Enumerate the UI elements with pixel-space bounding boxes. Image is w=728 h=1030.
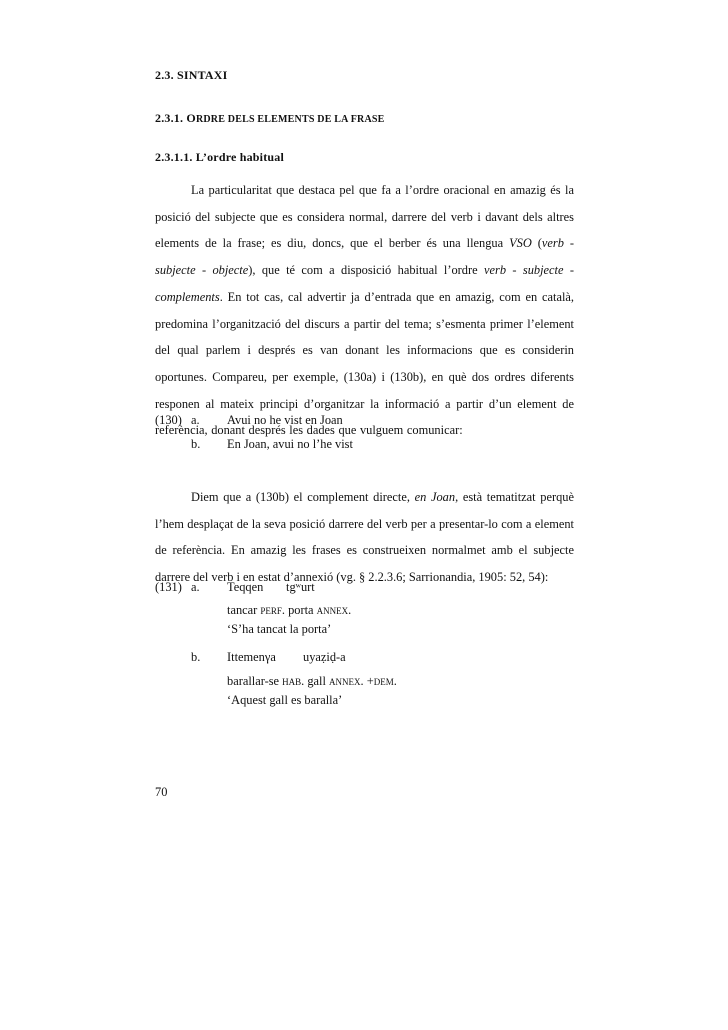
paragraph-2-text-a: Diem que a (130b) el complement directe,: [191, 490, 415, 504]
gloss-text: tancar: [227, 603, 261, 617]
example-131b-gloss: [227, 674, 397, 689]
paragraph-1-text-d: . En tot cas, cal advertir ja d’entrada que en amazig, com en català, predomina l’organització del discurs a partir del tema; s’esmenta primer l’element del qual parlem i després es van donant les informacions que es considerin oportunes. Compareu, per exemple, (130a) i (130b), en què dos ordres diferents responen al mateix principi d’organitzar la informació a partir d’un element de referència, donant després les dades que vulguem comunicar:: [155, 289, 574, 438]
gloss-dem: DEM: [373, 677, 394, 687]
en-joan-term: en Joan: [414, 490, 456, 504]
gloss-annex: ANNEX: [329, 677, 361, 687]
section-heading: 2.3. SINTAXI: [155, 68, 228, 82]
example-130-number: (130): [155, 413, 182, 427]
gloss-text: barallar-se: [227, 674, 283, 688]
gloss-text: .: [393, 674, 397, 688]
subsection-first-letter: O: [186, 111, 196, 125]
example-131-number: (131): [155, 580, 182, 594]
example-131a-letter: a.: [191, 580, 200, 594]
example-131b-word2: uyaẓiḍ-a: [303, 650, 346, 664]
vsc-term: verb - subjecte - complements: [155, 263, 574, 304]
subsection-heading: [155, 111, 385, 126]
paragraph-1-text-b: (: [531, 236, 542, 251]
subsection-title-smallcaps: RDRE DELS ELEMENTS DE LA FRASE: [195, 114, 385, 125]
example-130b-text: En Joan, avui no l’he vist: [227, 437, 353, 451]
example-131b-translation: ‘Aquest gall es baralla’: [227, 693, 343, 707]
example-130b-letter: b.: [191, 437, 201, 451]
example-130a-text: Avui no he vist en Joan: [227, 413, 343, 427]
page-number: 70: [155, 785, 168, 799]
subsection-number: 2.3.1.: [155, 111, 184, 125]
paragraph-1-text-c: ), que té com a disposició habitual l’ordre: [248, 263, 484, 278]
paragraph-1: [155, 177, 574, 444]
example-131a-word2: tgʷurt: [286, 580, 315, 594]
vso-term: VSO: [509, 236, 532, 251]
gloss-perf: PERF: [260, 606, 282, 616]
paragraph-1-text-a: La particularitat que destaca pel que fa a l’ordre oracional en amazig és la posició del subjecte que es considera normal, darrere del verb i davant dels altres elements de la frase; es diu, doncs, que el berber és una llengua: [155, 183, 574, 251]
example-130a-letter: a.: [191, 413, 200, 427]
gloss-hab: HAB: [282, 677, 302, 687]
gloss-text: .: [348, 603, 352, 617]
gloss-text: . gall: [301, 674, 330, 688]
paragraph-2-text-b: , està tematitzat perquè l’hem desplaçat de la seva posició darrere del verb per a presentar-lo com a element de referència. En amazig les frases es construeixen normalmet amb el subjecte darrere del verb i en estat d’annexió (vg. § 2.2.3.6; Sarrionandia, 1905: 52, 54):: [155, 490, 574, 585]
vso-gloss: verb - subjecte - objecte: [155, 236, 574, 278]
example-131a-translation: ‘S’ha tancat la porta’: [227, 622, 332, 636]
example-131a-word1: Teqqen: [227, 580, 264, 594]
subsubsection-heading: 2.3.1.1. L’ordre habitual: [155, 150, 285, 164]
example-131b-word1: Ittemenγa: [227, 650, 276, 664]
gloss-text: . +: [360, 674, 374, 688]
example-131a-gloss: [227, 603, 351, 618]
gloss-text: . porta: [281, 603, 317, 617]
example-131b-letter: b.: [191, 650, 201, 664]
gloss-annex: ANNEX: [316, 606, 349, 616]
paragraph-2: [155, 484, 574, 591]
